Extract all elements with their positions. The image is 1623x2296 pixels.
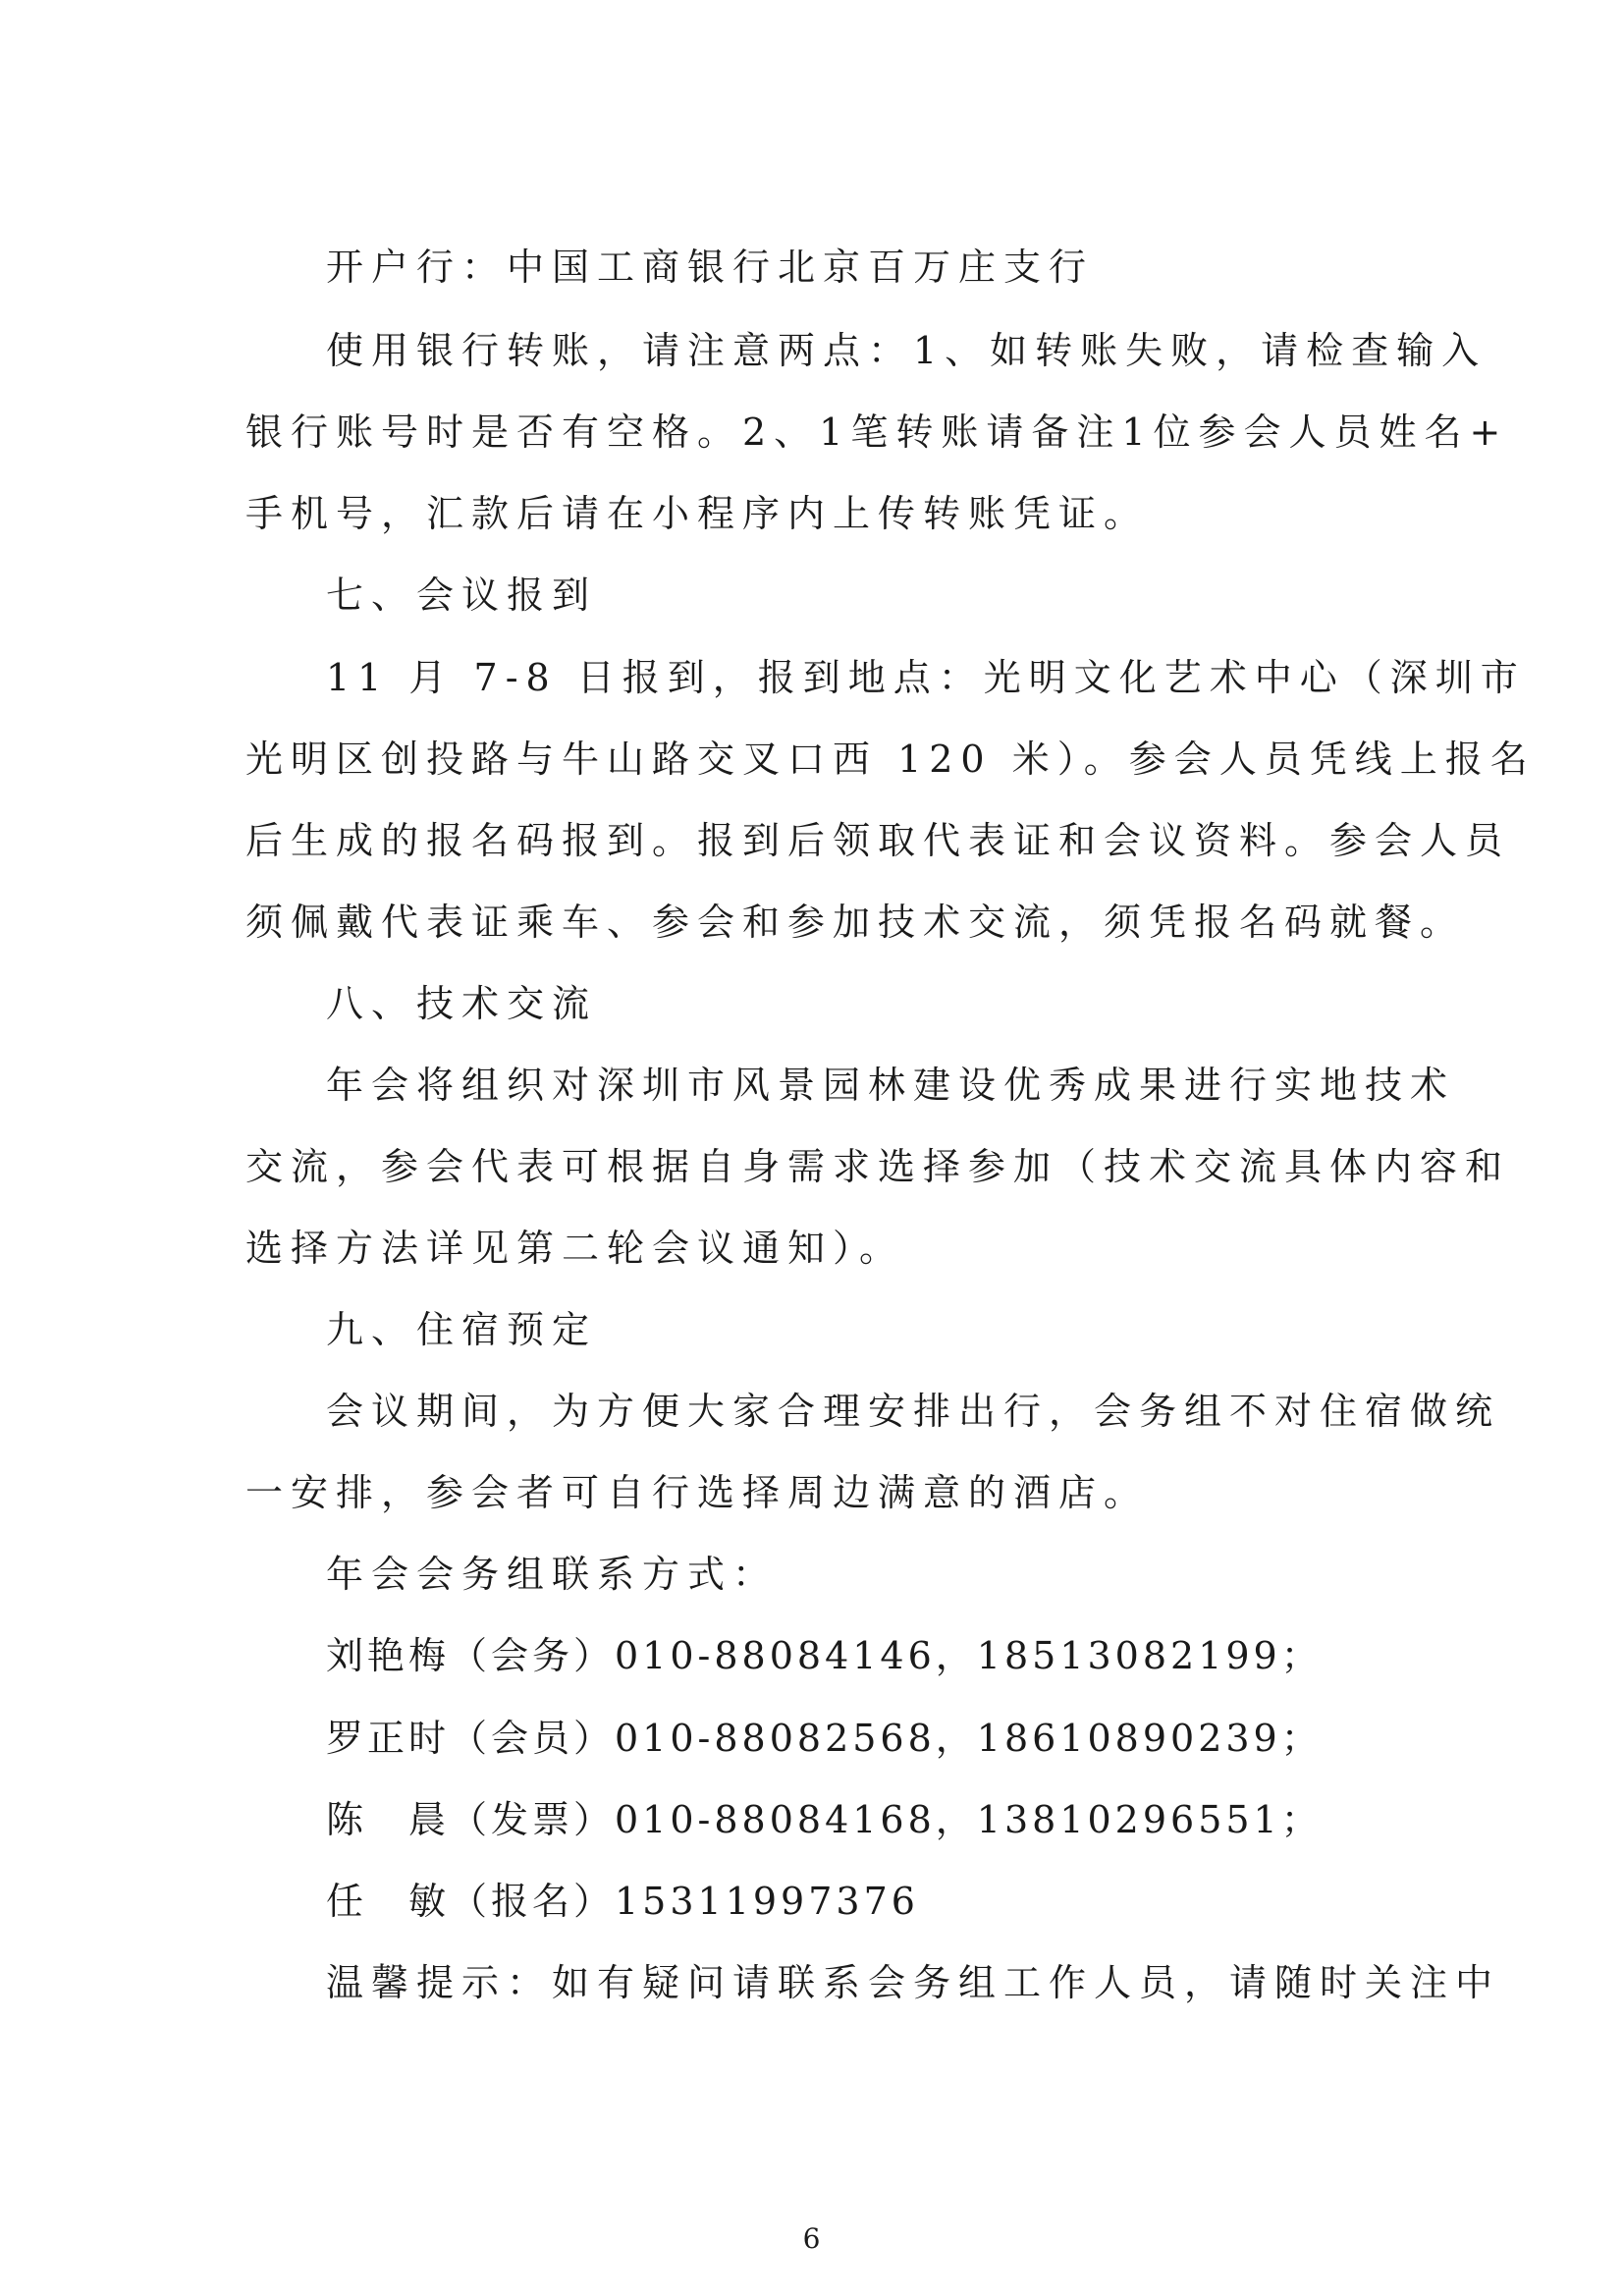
reminder-line: 温馨提示：如有疑问请联系会务组工作人员，请随时关注中 xyxy=(326,1961,1501,2004)
registration-paragraph-line: 11 月 7-8 日报到，报到地点：光明文化艺术中心（深圳市 xyxy=(326,656,1526,699)
technical-exchange-paragraph-line: 交流，参会代表可根据自身需求选择参加（技术交流具体内容和 xyxy=(245,1145,1511,1188)
registration-paragraph-line: 须佩戴代表证乘车、参会和参加技术交流，须凭报名码就餐。 xyxy=(245,901,1466,944)
section-heading-accommodation: 九、住宿预定 xyxy=(326,1308,598,1351)
contact-line: 任 敏（报名）15311997376 xyxy=(326,1880,919,1923)
page-number: 6 xyxy=(802,2222,821,2255)
registration-paragraph-line: 后生成的报名码报到。报到后领取代表证和会议资料。参会人员 xyxy=(245,819,1511,862)
transfer-notice-line: 银行账号时是否有空格。2、1笔转账请备注1位参会人员姓名+ xyxy=(245,410,1509,454)
registration-paragraph-line: 光明区创投路与牛山路交叉口西 120 米）。参会人员凭线上报名 xyxy=(245,738,1536,781)
contact-line: 罗正时（会员）010-88082568，18610890239； xyxy=(326,1717,1323,1760)
section-heading-registration: 七、会议报到 xyxy=(326,574,598,617)
technical-exchange-paragraph-line: 年会将组织对深圳市风景园林建设优秀成果进行实地技术 xyxy=(326,1064,1456,1107)
contact-heading: 年会会务组联系方式： xyxy=(326,1553,779,1596)
accommodation-paragraph-line: 一安排，参会者可自行选择周边满意的酒店。 xyxy=(245,1471,1150,1514)
transfer-notice-line: 手机号，汇款后请在小程序内上传转账凭证。 xyxy=(245,492,1150,535)
contact-line: 刘艳梅（会务）010-88084146，18513082199； xyxy=(326,1634,1323,1677)
transfer-notice-line: 使用银行转账，请注意两点：1、如转账失败，请检查输入 xyxy=(326,329,1488,372)
technical-exchange-paragraph-line: 选择方法详见第二轮会议通知）。 xyxy=(245,1227,905,1270)
section-heading-technical-exchange: 八、技术交流 xyxy=(326,982,598,1025)
contact-line: 陈 晨（发票）010-88084168，13810296551； xyxy=(326,1798,1323,1841)
accommodation-paragraph-line: 会议期间，为方便大家合理安排出行，会务组不对住宿做统 xyxy=(326,1390,1501,1433)
bank-name-line: 开户行：中国工商银行北京百万庄支行 xyxy=(326,246,1095,289)
